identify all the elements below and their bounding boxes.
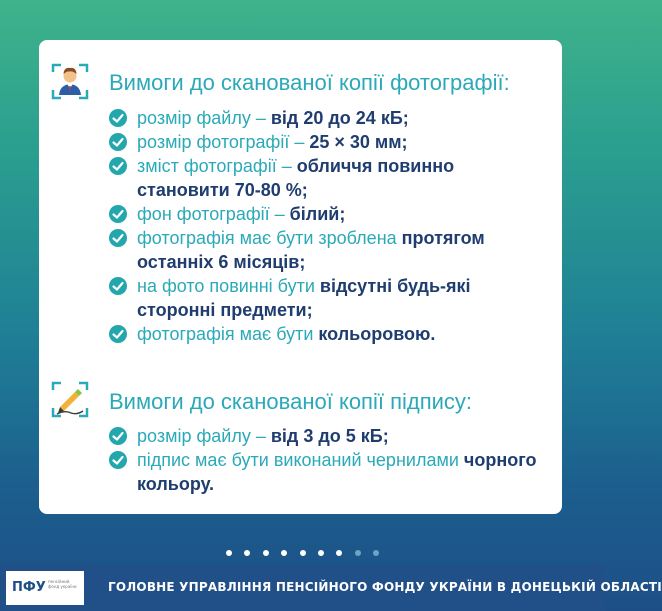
- pagination-dot-active[interactable]: [336, 550, 342, 556]
- signature-requirements-list: [109, 424, 546, 496]
- list-item: фотографія має бути зроблена протягом останніх 6 місяців;: [109, 226, 546, 274]
- check-circle-icon: [109, 451, 127, 469]
- pen-signature-icon: [51, 380, 89, 418]
- photo-section-title: Вимоги до сканованої копії фотографії:: [109, 70, 510, 95]
- list-item: фотографія має бути кольоровою.: [109, 322, 546, 346]
- pagination-dot[interactable]: [373, 550, 379, 556]
- pagination-dot[interactable]: [300, 550, 306, 556]
- list-item: розмір фотографії – 25 × 30 мм;: [109, 130, 546, 154]
- pagination-dot[interactable]: [281, 550, 287, 556]
- pagination-dot[interactable]: [318, 550, 324, 556]
- check-circle-icon: [109, 157, 127, 175]
- pagination-dot[interactable]: [244, 550, 250, 556]
- photo-requirements-list: [109, 106, 546, 346]
- list-item: зміст фотографії – обличчя повинно становити 70-80 %;: [109, 154, 546, 202]
- list-item: підпис має бути виконаний чернилами чорного кольору.: [109, 448, 546, 496]
- pagination-dot[interactable]: [355, 550, 361, 556]
- footer-bar: [0, 565, 662, 611]
- check-circle-icon: [109, 427, 127, 445]
- list-item: на фото повинні бути відсутні будь-які сторонні предмети;: [109, 274, 546, 322]
- check-circle-icon: [109, 133, 127, 151]
- info-card: [39, 40, 562, 514]
- pagination-dot[interactable]: [263, 550, 269, 556]
- check-circle-icon: [109, 109, 127, 127]
- check-circle-icon: [109, 229, 127, 247]
- list-item: розмір файлу – від 20 до 24 кБ;: [109, 106, 546, 130]
- carousel-pagination[interactable]: [0, 543, 605, 561]
- check-circle-icon: [109, 277, 127, 295]
- pfu-logo: ПФУ пенсійний фонд україни: [6, 571, 84, 605]
- signature-section-title: Вимоги до сканованої копії підпису:: [109, 389, 473, 414]
- footer-title: ГОЛОВНЕ УПРАВЛІННЯ ПЕНСІЙНОГО ФОНДУ УКРАЇНИ В ДОНЕЦЬКІЙ ОБЛАСТІ: [108, 580, 662, 594]
- list-item: розмір файлу – від 3 до 5 кБ;: [109, 424, 546, 448]
- list-item: фон фотографії – білий;: [109, 202, 546, 226]
- check-circle-icon: [109, 325, 127, 343]
- person-photo-icon: [51, 62, 89, 100]
- pagination-dot[interactable]: [226, 550, 232, 556]
- check-circle-icon: [109, 205, 127, 223]
